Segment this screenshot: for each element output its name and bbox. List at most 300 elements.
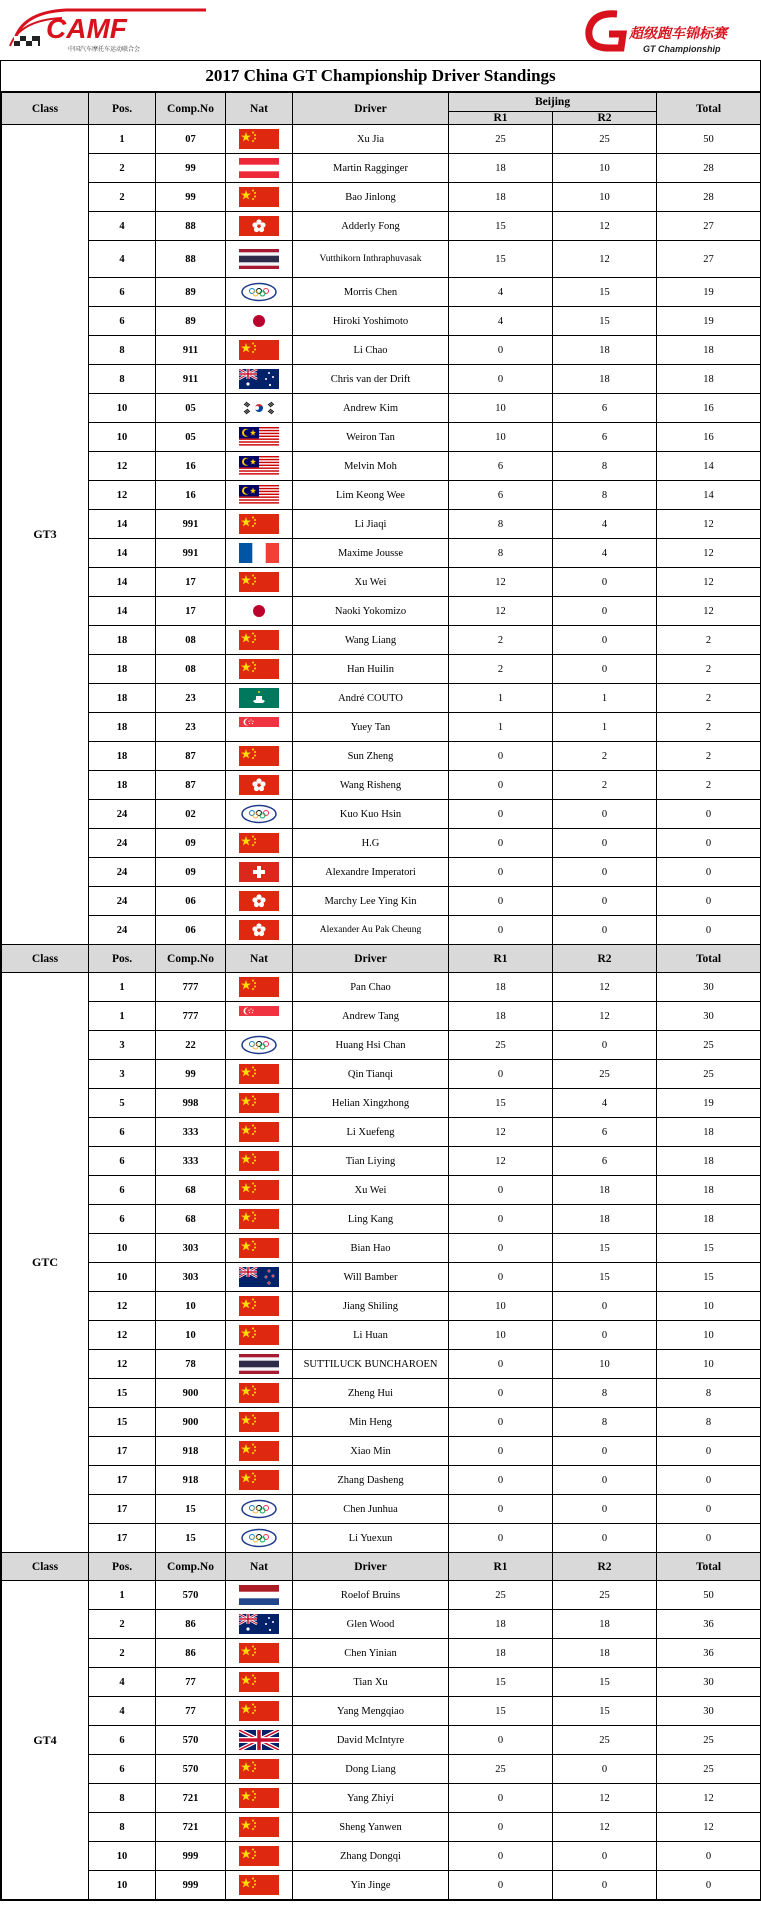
pos-cell: 1 [89, 125, 156, 154]
table-row [2, 1466, 761, 1495]
driver-name-cell: David McIntyre [293, 1726, 449, 1755]
table-row [2, 742, 761, 771]
nat-cell [226, 1784, 293, 1813]
driver-name-cell: Li Yuexun [293, 1524, 449, 1553]
table-row [2, 1697, 761, 1726]
total-points-cell: 2 [657, 655, 761, 684]
driver-name-cell: Adderly Fong [293, 212, 449, 241]
comp-no-cell: 99 [156, 1060, 226, 1089]
comp-no-cell: 86 [156, 1610, 226, 1639]
driver-name-cell: Marchy Lee Ying Kin [293, 887, 449, 916]
class-label: GTC [2, 973, 89, 1553]
pos-cell: 10 [89, 1234, 156, 1263]
comp-no-cell: 900 [156, 1408, 226, 1437]
r1-points-cell: 0 [449, 1176, 553, 1205]
table-row [2, 597, 761, 626]
total-points-cell: 50 [657, 1581, 761, 1610]
nat-cell [226, 452, 293, 481]
flag-icon [239, 717, 279, 737]
r2-points-cell: 10 [553, 1350, 657, 1379]
table-row [2, 481, 761, 510]
total-points-cell: 0 [657, 1524, 761, 1553]
r1-points-cell: 0 [449, 1263, 553, 1292]
table-row [2, 1813, 761, 1842]
flag-icon [239, 1470, 279, 1490]
r2-points-cell: 18 [553, 365, 657, 394]
r2-points-cell: 8 [553, 481, 657, 510]
pos-cell: 3 [89, 1031, 156, 1060]
total-points-cell: 30 [657, 1668, 761, 1697]
comp-no-cell: 333 [156, 1147, 226, 1176]
nat-header: Nat [226, 1553, 293, 1581]
table-row [2, 1408, 761, 1437]
driver-name-cell: Chen Yinian [293, 1639, 449, 1668]
r2-points-cell: 25 [553, 125, 657, 154]
nat-cell [226, 1524, 293, 1553]
r2-points-cell: 8 [553, 1379, 657, 1408]
r1-points-cell: 10 [449, 1321, 553, 1350]
comp-no-cell: 78 [156, 1350, 226, 1379]
comp-no-cell: 23 [156, 713, 226, 742]
nat-cell [226, 858, 293, 887]
pos-cell: 15 [89, 1408, 156, 1437]
nat-cell [226, 655, 293, 684]
total-points-cell: 30 [657, 1002, 761, 1031]
r1-points-cell: 0 [449, 1205, 553, 1234]
pos-cell: 18 [89, 713, 156, 742]
r2-points-cell: 0 [553, 829, 657, 858]
driver-name-cell: SUTTILUCK BUNCHAROEN [293, 1350, 449, 1379]
flag-icon [239, 1180, 279, 1200]
comp-no-header: Comp.No [156, 1553, 226, 1581]
comp-no-cell: 777 [156, 973, 226, 1002]
total-points-cell: 19 [657, 1089, 761, 1118]
flag-icon [239, 216, 279, 236]
comp-no-cell: 87 [156, 771, 226, 800]
page-title: 2017 China GT Championship Driver Standings [1, 61, 760, 92]
driver-name-cell: Ling Kang [293, 1205, 449, 1234]
comp-no-cell: 991 [156, 510, 226, 539]
r1-points-cell: 0 [449, 800, 553, 829]
comp-no-cell: 88 [156, 212, 226, 241]
flag-icon [239, 1875, 279, 1895]
r2-points-cell: 15 [553, 1234, 657, 1263]
comp-no-cell: 05 [156, 394, 226, 423]
total-points-cell: 19 [657, 307, 761, 336]
nat-cell [226, 481, 293, 510]
pos-cell: 3 [89, 1060, 156, 1089]
pos-cell: 18 [89, 684, 156, 713]
r2-points-cell: 0 [553, 655, 657, 684]
driver-name-cell: Naoki Yokomizo [293, 597, 449, 626]
r2-points-cell: 6 [553, 423, 657, 452]
r1-points-cell: 0 [449, 771, 553, 800]
table-row [2, 684, 761, 713]
r2-points-cell: 0 [553, 1524, 657, 1553]
driver-header: Driver [293, 945, 449, 973]
svg-text:GT Championship: GT Championship [643, 44, 721, 54]
flag-icon [239, 1383, 279, 1403]
flag-icon [239, 862, 279, 882]
nat-cell [226, 916, 293, 945]
r2-points-cell: 0 [553, 626, 657, 655]
r1-points-cell: 0 [449, 1871, 553, 1900]
flag-icon [239, 1730, 279, 1750]
flag-icon [239, 311, 279, 331]
r1-points-cell: 0 [449, 1408, 553, 1437]
table-row [2, 1379, 761, 1408]
nat-cell [226, 1871, 293, 1900]
total-points-cell: 0 [657, 829, 761, 858]
r1-points-cell: 12 [449, 1118, 553, 1147]
nat-cell [226, 1176, 293, 1205]
r1-points-cell: 18 [449, 973, 553, 1002]
pos-cell: 6 [89, 1118, 156, 1147]
nat-cell [226, 1205, 293, 1234]
flag-icon [239, 630, 279, 650]
pos-cell: 6 [89, 1755, 156, 1784]
nat-cell [226, 1437, 293, 1466]
r2-points-cell: 25 [553, 1060, 657, 1089]
total-points-cell: 0 [657, 916, 761, 945]
r2-points-cell: 10 [553, 183, 657, 212]
nat-cell [226, 212, 293, 241]
comp-no-cell: 22 [156, 1031, 226, 1060]
driver-name-cell: Zheng Hui [293, 1379, 449, 1408]
table-row [2, 1263, 761, 1292]
r1-points-cell: 0 [449, 887, 553, 916]
class-label: GT4 [2, 1581, 89, 1900]
comp-no-cell: 17 [156, 568, 226, 597]
driver-name-cell: Will Bamber [293, 1263, 449, 1292]
table-row [2, 568, 761, 597]
comp-no-cell: 777 [156, 1002, 226, 1031]
pos-cell: 6 [89, 1176, 156, 1205]
pos-header: Pos. [89, 93, 156, 125]
r2-points-cell: 6 [553, 394, 657, 423]
flag-icon [239, 1122, 279, 1142]
r1-points-cell: 12 [449, 1147, 553, 1176]
nat-cell [226, 684, 293, 713]
total-points-cell: 12 [657, 568, 761, 597]
flag-icon [239, 1585, 279, 1605]
r2-points-cell: 0 [553, 568, 657, 597]
total-points-cell: 30 [657, 973, 761, 1002]
comp-no-cell: 08 [156, 626, 226, 655]
table-row [2, 713, 761, 742]
driver-name-cell: Yang Mengqiao [293, 1697, 449, 1726]
nat-cell [226, 1089, 293, 1118]
nat-cell [226, 423, 293, 452]
nat-cell [226, 1755, 293, 1784]
nat-cell [226, 887, 293, 916]
driver-name-cell: Yang Zhiyi [293, 1784, 449, 1813]
driver-name-cell: Huang Hsi Chan [293, 1031, 449, 1060]
pos-cell: 4 [89, 241, 156, 278]
r1-points-cell: 0 [449, 365, 553, 394]
flag-icon [239, 369, 279, 389]
comp-no-cell: 999 [156, 1842, 226, 1871]
nat-cell [226, 1118, 293, 1147]
r1-points-cell: 1 [449, 713, 553, 742]
flag-icon [239, 1643, 279, 1663]
pos-cell: 14 [89, 510, 156, 539]
r2-points-cell: 6 [553, 1147, 657, 1176]
standings-sheet [0, 60, 761, 1901]
total-points-cell: 25 [657, 1726, 761, 1755]
svg-text:中国汽车摩托车运动联合会: 中国汽车摩托车运动联合会 [68, 46, 141, 53]
total-points-cell: 0 [657, 1495, 761, 1524]
flag-icon [239, 1441, 279, 1461]
r2-points-cell: 0 [553, 1031, 657, 1060]
header-row [2, 945, 761, 973]
flag-icon [239, 398, 279, 418]
comp-no-cell: 88 [156, 241, 226, 278]
pos-cell: 10 [89, 423, 156, 452]
table-row [2, 510, 761, 539]
flag-icon [239, 891, 279, 911]
nat-cell [226, 1813, 293, 1842]
comp-no-cell: 77 [156, 1668, 226, 1697]
r2-points-cell: 0 [553, 1321, 657, 1350]
flag-icon [239, 804, 279, 824]
total-points-cell: 12 [657, 597, 761, 626]
standings-table [1, 92, 761, 1900]
comp-no-cell: 570 [156, 1581, 226, 1610]
total-points-cell: 0 [657, 887, 761, 916]
nat-cell [226, 1495, 293, 1524]
table-row [2, 539, 761, 568]
r2-points-cell: 6 [553, 1118, 657, 1147]
comp-no-cell: 900 [156, 1379, 226, 1408]
header-row [2, 93, 761, 112]
driver-name-cell: Xu Wei [293, 1176, 449, 1205]
comp-no-cell: 89 [156, 307, 226, 336]
table-row [2, 1089, 761, 1118]
r1-points-cell: 0 [449, 1437, 553, 1466]
table-row [2, 1060, 761, 1089]
total-points-cell: 18 [657, 1176, 761, 1205]
comp-no-header: Comp.No [156, 93, 226, 125]
flag-icon [239, 833, 279, 853]
comp-no-cell: 570 [156, 1755, 226, 1784]
pos-cell: 4 [89, 1668, 156, 1697]
r2-points-cell: 18 [553, 1176, 657, 1205]
flag-icon [239, 456, 279, 476]
driver-header: Driver [293, 1553, 449, 1581]
pos-cell: 4 [89, 212, 156, 241]
comp-no-cell: 17 [156, 597, 226, 626]
nat-cell [226, 1234, 293, 1263]
nat-cell [226, 568, 293, 597]
nat-cell [226, 1726, 293, 1755]
table-row [2, 1581, 761, 1610]
flag-icon [239, 1006, 279, 1026]
total-points-cell: 2 [657, 684, 761, 713]
comp-no-cell: 721 [156, 1784, 226, 1813]
driver-name-cell: Zhang Dongqi [293, 1842, 449, 1871]
r2-points-cell: 0 [553, 1437, 657, 1466]
pos-cell: 6 [89, 1205, 156, 1234]
driver-name-cell: Wang Liang [293, 626, 449, 655]
pos-cell: 18 [89, 655, 156, 684]
comp-no-cell: 10 [156, 1292, 226, 1321]
r2-points-cell: 0 [553, 858, 657, 887]
r2-points-cell: 15 [553, 1668, 657, 1697]
table-row [2, 1784, 761, 1813]
r1-points-cell: 0 [449, 1060, 553, 1089]
nat-cell [226, 1321, 293, 1350]
nat-cell [226, 1031, 293, 1060]
driver-name-cell: Hiroki Yoshimoto [293, 307, 449, 336]
pos-cell: 12 [89, 452, 156, 481]
r1-points-cell: 0 [449, 1234, 553, 1263]
driver-name-cell: Andrew Kim [293, 394, 449, 423]
r2-points-cell: 0 [553, 1292, 657, 1321]
nat-header: Nat [226, 945, 293, 973]
driver-name-cell: Bao Jinlong [293, 183, 449, 212]
nat-cell [226, 1697, 293, 1726]
driver-name-cell: Wang Risheng [293, 771, 449, 800]
flag-icon [239, 1614, 279, 1634]
comp-no-cell: 15 [156, 1495, 226, 1524]
comp-no-cell: 06 [156, 887, 226, 916]
flag-icon [239, 1354, 279, 1374]
r2-header: R2 [553, 112, 657, 125]
flag-icon [239, 340, 279, 360]
table-row [2, 307, 761, 336]
class-header: Class [2, 1553, 89, 1581]
pos-cell: 17 [89, 1495, 156, 1524]
driver-name-cell: H.G [293, 829, 449, 858]
driver-name-cell: Martin Ragginger [293, 154, 449, 183]
flag-icon [239, 1412, 279, 1432]
total-points-cell: 2 [657, 771, 761, 800]
flag-icon [239, 1817, 279, 1837]
flag-icon [239, 1209, 279, 1229]
table-row [2, 858, 761, 887]
driver-name-cell: Lim Keong Wee [293, 481, 449, 510]
r2-points-cell: 0 [553, 597, 657, 626]
r1-points-cell: 10 [449, 394, 553, 423]
r2-points-cell: 25 [553, 1726, 657, 1755]
pos-cell: 1 [89, 973, 156, 1002]
nat-cell [226, 1147, 293, 1176]
comp-no-cell: 99 [156, 183, 226, 212]
table-row [2, 973, 761, 1002]
nat-cell [226, 829, 293, 858]
total-points-cell: 10 [657, 1321, 761, 1350]
pos-cell: 1 [89, 1581, 156, 1610]
r2-points-cell: 18 [553, 1205, 657, 1234]
r2-points-cell: 25 [553, 1581, 657, 1610]
table-row [2, 1147, 761, 1176]
nat-cell [226, 626, 293, 655]
flag-icon [239, 1759, 279, 1779]
total-points-cell: 2 [657, 626, 761, 655]
table-row [2, 423, 761, 452]
total-points-cell: 12 [657, 1784, 761, 1813]
driver-name-cell: Qin Tianqi [293, 1060, 449, 1089]
driver-name-cell: Chris van der Drift [293, 365, 449, 394]
r2-points-cell: 4 [553, 539, 657, 568]
driver-name-cell: Glen Wood [293, 1610, 449, 1639]
total-points-cell: 27 [657, 212, 761, 241]
table-row [2, 829, 761, 858]
pos-cell: 10 [89, 1263, 156, 1292]
nat-cell [226, 154, 293, 183]
driver-name-cell: Yuey Tan [293, 713, 449, 742]
table-row [2, 1205, 761, 1234]
driver-name-cell: Chen Junhua [293, 1495, 449, 1524]
driver-name-cell: Alexandre Imperatori [293, 858, 449, 887]
nat-cell [226, 973, 293, 1002]
nat-cell [226, 1060, 293, 1089]
total-points-cell: 19 [657, 278, 761, 307]
driver-name-cell: Min Heng [293, 1408, 449, 1437]
pos-cell: 24 [89, 858, 156, 887]
r2-points-cell: 2 [553, 742, 657, 771]
total-points-cell: 36 [657, 1639, 761, 1668]
table-row [2, 1292, 761, 1321]
comp-no-cell: 998 [156, 1089, 226, 1118]
flag-icon [239, 158, 279, 178]
pos-cell: 10 [89, 394, 156, 423]
nat-cell [226, 1842, 293, 1871]
r2-points-cell: 0 [553, 1466, 657, 1495]
pos-cell: 12 [89, 1292, 156, 1321]
r1-points-cell: 6 [449, 452, 553, 481]
r2-points-cell: 12 [553, 1813, 657, 1842]
r2-points-cell: 8 [553, 1408, 657, 1437]
pos-cell: 18 [89, 742, 156, 771]
flag-icon [239, 1064, 279, 1084]
driver-name-cell: Li Xuefeng [293, 1118, 449, 1147]
comp-no-cell: 10 [156, 1321, 226, 1350]
pos-cell: 14 [89, 568, 156, 597]
nat-cell [226, 1581, 293, 1610]
pos-cell: 24 [89, 800, 156, 829]
flag-icon [239, 1093, 279, 1113]
table-row [2, 183, 761, 212]
total-points-cell: 14 [657, 452, 761, 481]
r2-points-cell: 0 [553, 1755, 657, 1784]
total-points-cell: 0 [657, 858, 761, 887]
driver-name-cell: Li Chao [293, 336, 449, 365]
nat-cell [226, 241, 293, 278]
driver-name-cell: Sheng Yanwen [293, 1813, 449, 1842]
table-row [2, 916, 761, 945]
nat-cell [226, 125, 293, 154]
pos-cell: 8 [89, 336, 156, 365]
comp-no-cell: 918 [156, 1437, 226, 1466]
driver-name-cell: Roelof Bruins [293, 1581, 449, 1610]
total-points-cell: 0 [657, 1842, 761, 1871]
svg-text:超级跑车锦标赛: 超级跑车锦标赛 [629, 26, 727, 42]
comp-no-cell: 02 [156, 800, 226, 829]
r1-points-cell: 0 [449, 1726, 553, 1755]
table-row [2, 771, 761, 800]
driver-name-cell: Zhang Dasheng [293, 1466, 449, 1495]
header-row [2, 1553, 761, 1581]
r1-points-cell: 15 [449, 212, 553, 241]
comp-no-cell: 991 [156, 539, 226, 568]
flag-icon [239, 1238, 279, 1258]
table-row [2, 1842, 761, 1871]
pos-cell: 6 [89, 278, 156, 307]
table-row [2, 1755, 761, 1784]
pos-cell: 17 [89, 1466, 156, 1495]
